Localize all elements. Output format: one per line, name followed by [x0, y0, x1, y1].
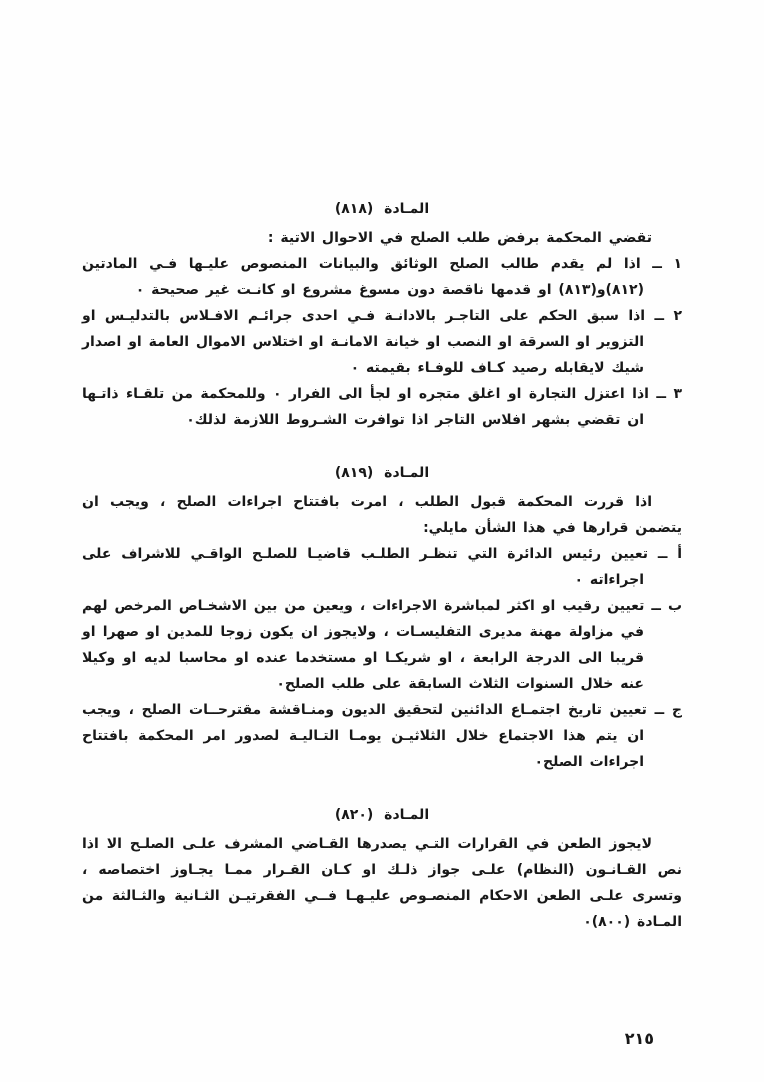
item-text: تعيين تاريخ اجتمـاع الدائنين لتحقيق الديون ومنـاقشة مقترحــات الصلح ، ويجب ان يتم هذا الاجتماع خلال الثلاثيـن يومـا التـاليـة لصدور امر المحكمة بافتتاح اجراءات الصلح٠ — [82, 702, 647, 770]
article-818-item-3 — [82, 381, 682, 433]
article-820-title: المـادة (٨٢٠) — [334, 807, 430, 823]
item-text: تعيين رقيب او اكثر لمباشرة الاجراءات ، ويعين من بين الاشخـاص المرخص لهم في مزاولة مهنة مديرى التفليسـات ، ولايجوز ان يكون زوجا للمدين او صهرا او قريبا الى الدرجة الرابعة ، او شريكـا او مستخدما عنده او محاسبا لديه او وكيلا عنه خلال السنوات الثلاث السابقة على طلب الصلح٠ — [82, 598, 645, 692]
article-818-title: المـادة (٨١٨) — [334, 201, 430, 217]
item-marker: ١ ــ — [652, 256, 683, 272]
article-819-title: المـادة (٨١٩) — [334, 465, 430, 481]
item-text: اذا اعتزل التجارة او اغلق متجره او لجأ الى الفرار ٠ وللمحكمة من تلقـاء ذاتـها ان تقضي بشهر افلاس التاجر اذا توافرت الشـروط اللازمة لذلك٠ — [82, 386, 649, 428]
item-marker: ٣ ــ — [656, 386, 682, 402]
item-marker: ب ــ — [651, 598, 683, 614]
article-818-item-1 — [82, 251, 682, 303]
article-820 — [82, 802, 682, 935]
article-819-item-a — [82, 541, 682, 593]
article-820-body: لايجوز الطعن في القرارات التـي يصدرها القـاضي المشرف علـى الصلـح الا اذا نص القـانـون (النظام) علـى جواز ذلـك او كـان القـرار ممـا يجـاوز اختصاصه ، وتسرى علـى الطعن الاحكام المنصـوص عليـهـا فــي الفقرتيـن الثـانية والثـالثة من المـادة (٨٠٠)٠ — [82, 836, 682, 930]
article-819-item-c — [82, 697, 682, 775]
article-818-intro: تقضي المحكمة برفض طلب الصلح في الاحوال الاتية : — [267, 230, 652, 246]
page-number: ٢١٥ — [624, 1029, 654, 1048]
article-819-item-b — [82, 593, 682, 697]
article-818-item-2 — [82, 303, 682, 381]
item-text: اذا لم يقدم طالب الصلح الوثائق والبيانات المنصوص عليـها فـي المادتين (٨١٢)و(٨١٣) او قدمها ناقصة دون مسوغ مشروع او كانـت غير صحيحة ٠ — [82, 256, 644, 298]
article-819 — [82, 460, 682, 775]
item-marker: ٢ ــ — [654, 308, 683, 324]
item-text: تعيين رئيس الدائرة التي تنظـر الطلـب قاضيـا للصلـح الواقـي للاشراف على اجراءاته ٠ — [82, 546, 649, 588]
item-text: اذا سبق الحكم على التاجـر بالادانـة فـي احدى جرائـم الافـلاس بالتدليـس او التزوير او السرقة او النصب او خيانة الامانـة او اختلاس الاموال العامة او اصدار شيك لايقابله رصيد كـاف للوفـاء بقيمته ٠ — [82, 308, 646, 376]
item-marker: ج ــ — [654, 702, 683, 718]
article-818 — [82, 196, 682, 433]
item-marker: أ ــ — [657, 546, 683, 562]
article-819-intro: اذا قررت المحكمة قبول الطلب ، امرت بافتتاح اجراءات الصلح ، ويجب ان يتضمن قرارها في هذا الشأن مايلي: — [82, 494, 682, 536]
document-content — [82, 196, 682, 935]
